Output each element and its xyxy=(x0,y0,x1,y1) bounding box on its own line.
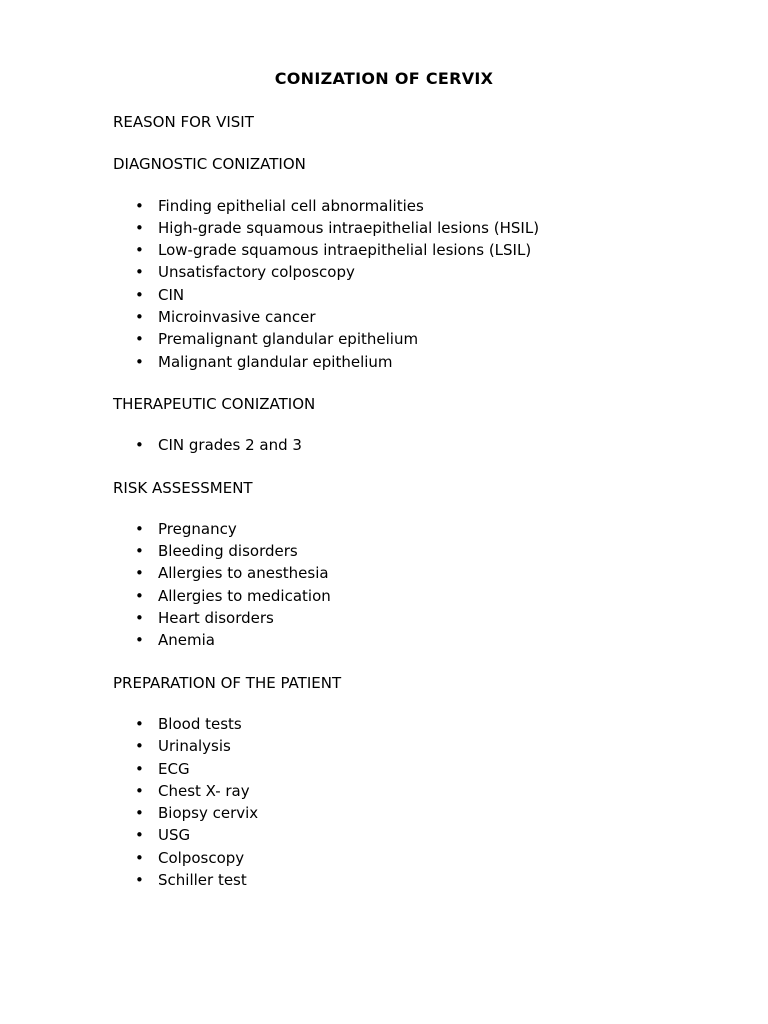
list-item: • Urinalysis xyxy=(158,735,733,757)
diagnostic-conization-heading: DIAGNOSTIC CONIZATION xyxy=(113,155,306,174)
list-item: • Chest X- ray xyxy=(158,780,733,802)
list-item: • Schiller test xyxy=(158,869,733,891)
document-body xyxy=(113,111,733,891)
list-item: • High-grade squamous intraepithelial lesions (HSIL) xyxy=(158,217,733,239)
therapeutic-conization-list xyxy=(113,434,733,456)
risk-assessment-heading: RISK ASSESSMENT xyxy=(113,478,253,497)
list-item: • Allergies to medication xyxy=(158,585,733,607)
list-item: • Biopsy cervix xyxy=(158,802,733,824)
list-item: • Allergies to anesthesia xyxy=(158,562,733,584)
list-item: • ECG xyxy=(158,758,733,780)
list-item: • CIN xyxy=(158,284,733,306)
list-item: • Blood tests xyxy=(158,713,733,735)
list-item: • USG xyxy=(158,824,733,846)
list-item: • Pregnancy xyxy=(158,518,733,540)
list-item: • Colposcopy xyxy=(158,847,733,869)
risk-assessment-list xyxy=(113,518,733,652)
list-item: • Microinvasive cancer xyxy=(158,306,733,328)
document-title: CONIZATION OF CERVIX xyxy=(274,69,494,88)
diagnostic-conization-list xyxy=(113,195,733,373)
list-item: • Bleeding disorders xyxy=(158,540,733,562)
preparation-of-patient-list xyxy=(113,713,733,891)
list-item: • CIN grades 2 and 3 xyxy=(158,434,733,456)
reason-for-visit-heading: REASON FOR VISIT xyxy=(113,113,254,131)
list-item: • Heart disorders xyxy=(158,607,733,629)
list-item: • Malignant glandular epithelium xyxy=(158,351,733,373)
list-item: • Anemia xyxy=(158,629,733,651)
list-item: • Low-grade squamous intraepithelial lesions (LSIL) xyxy=(158,239,733,261)
list-item: • Unsatisfactory colposcopy xyxy=(158,261,733,283)
preparation-of-patient-heading: PREPARATION OF THE PATIENT xyxy=(113,673,342,692)
list-item: • Finding epithelial cell abnormalities xyxy=(158,195,733,217)
therapeutic-conization-heading: THERAPEUTIC CONIZATION xyxy=(113,394,316,413)
list-item: • Premalignant glandular epithelium xyxy=(158,328,733,350)
